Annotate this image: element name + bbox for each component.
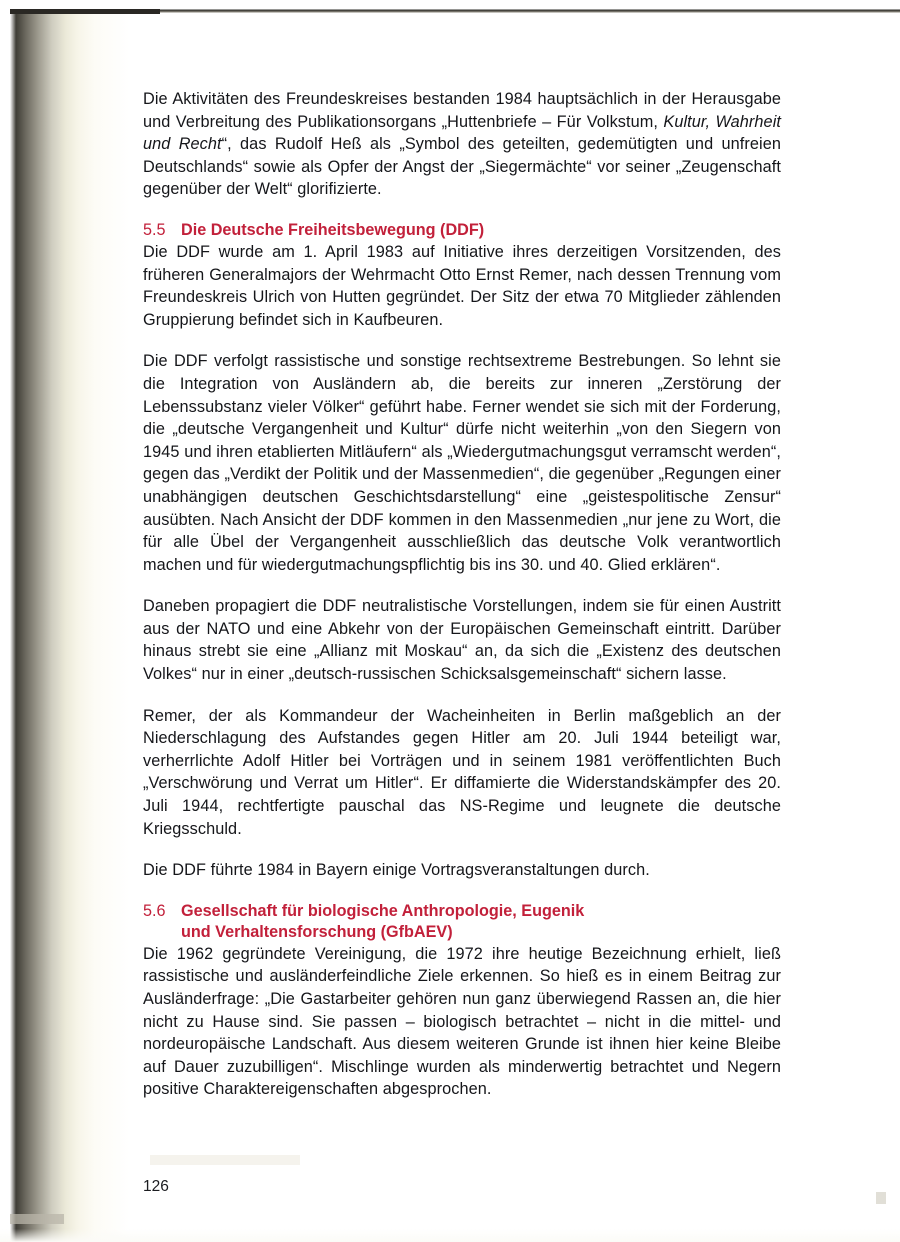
- section-title-5-5: Die Deutsche Freiheitsbewegung (DDF): [181, 220, 485, 239]
- paragraph-intro-part-1: Die Aktivitäten des Freundeskreises bestanden 1984 hauptsächlich in der Herausgabe und Verbreitung des Publikationsorgans „Huttenbriefe – Für Volkstum,: [143, 90, 781, 131]
- page-number: 126: [143, 1178, 169, 1195]
- section-heading-5-6: [143, 901, 781, 943]
- page-top-corner-shadow: [10, 9, 160, 14]
- page-bottom-edge-shadow: [0, 1220, 900, 1242]
- scan-speck-right: [876, 1192, 886, 1204]
- scan-noise-band: [150, 1155, 300, 1165]
- section-number-5-6: 5.6: [143, 901, 166, 920]
- section-title-5-6-line-2: und Verhaltensforschung (GfbAEV): [181, 922, 453, 941]
- paragraph-ddf-neutralism: Daneben propagiert die DDF neutralistische Vorstellungen, indem sie für einen Austritt aus der NATO und eine Abkehr von der Europäischen Gemeinschaft eintritt. Darüber hinaus strebt sie eine „Allianz mit Moskau“ an, da sich die „Existenz des deutschen Volkes“ nur in einer „deutsch-russischen Schicksalsgemeinschaft“ sichern lasse.: [143, 597, 781, 684]
- section-title-5-6-line-1: Gesellschaft für biologische Anthropologie, Eugenik: [181, 901, 585, 920]
- section-heading-5-5: [143, 220, 781, 241]
- paragraph-ddf-ideology: Die DDF verfolgt rassistische und sonstige rechtsextreme Bestrebungen. So lehnt sie die Integration von Ausländern ab, die bereits zur inneren „Zerstörung der Lebenssubstanz vieler Völker“ geführt habe. Ferner wendet sie sich mit der Forderung, die „deutsche Vergangenheit und Kultur“ dürfe nicht weiterhin „von den Siegern von 1945 und ihren etablierten Mitläufern“ als „Wiedergutmachungsgut verramscht werden“, gegen das „Verdikt der Politik und der Massenmedien“, die gegenüber „Regungen einer unabhängigen deutschen Geschichtsdarstellung“ eine „geistespolitische Zensur“ ausübten. Nach Ansicht der DDF kommen in den Massenmedien „nur jene zu Wort, die für alle Übel der Vergangenheit ausschließlich das deutsche Volk verantwortlich machen und für wiedergutmachungspflichtig bis ins 30. und 40. Glied erklären“.: [143, 352, 781, 574]
- paragraph-ddf-founding: Die DDF wurde am 1. April 1983 auf Initiative ihres derzeitigen Vorsitzenden, des früheren Generalmajors der Wehrmacht Otto Ernst Remer, nach dessen Trennung vom Freundeskreis Ulrich von Hutten gegründet. Der Sitz der etwa 70 Mitglieder zählenden Gruppierung befindet sich in Kaufbeuren.: [143, 242, 781, 329]
- section-number-5-5: 5.5: [143, 220, 166, 239]
- paragraph-intro-italic-title: Kultur, Wahrheit und Recht: [143, 112, 781, 154]
- gutter-shadow-bottom: [10, 1214, 64, 1224]
- paragraph-remer: Remer, der als Kommandeur der Wacheinheiten in Berlin maßgeblich an der Niederschlagung des Aufstandes gegen Hitler am 20. Juli 1944 beteiligt war, verherrlichte Adolf Hitler bei Vorträgen und in seinem 1981 veröffentlichten Buch „Verschwörung und Verrat um Hitler“. Er diffamierte die Widerstandskämpfer des 20. Juli 1944, rechtfertigte pauschal das NS-Regime und leugnete die deutsche Kriegsschuld.: [143, 706, 781, 838]
- section-title-5-6: [181, 901, 781, 943]
- paragraph-ddf-events: Die DDF führte 1984 in Bayern einige Vortragsveranstaltungen durch.: [143, 861, 650, 880]
- text-column: [143, 88, 781, 1101]
- paragraph-gfbaev: Die 1962 gegründete Vereinigung, die 1972 ihre heutige Bezeichnung erhielt, ließ rassistische und ausländerfeindliche Ziele erkennen. So hieß es in einem Beitrag zur Ausländerfrage: „Die Gastarbeiter gehören nun ganz überwiegend Rassen an, die hier nicht zu Hause sind. Sie passen – biologisch betrachtet – nicht in die mittel- und nordeuropäische Landschaft. Aus diesem weiteren Grunde ist ihnen hier keine Bleibe auf Dauer zuzubilligen“. Mischlinge wurden als minderwertig betrachtet und Negern positive Charaktereigenschaften abgesprochen.: [143, 944, 781, 1099]
- paragraph-intro-part-2: “, das Rudolf Heß als „Symbol des geteilten, gedemütigten und unfreien Deutschlands“ sowie als Opfer der Angst der „Siegermächte“ vor seiner „Zeugenschaft gegenüber der Welt“ glorifizierte.: [143, 135, 781, 199]
- paragraph-intro: [143, 88, 781, 201]
